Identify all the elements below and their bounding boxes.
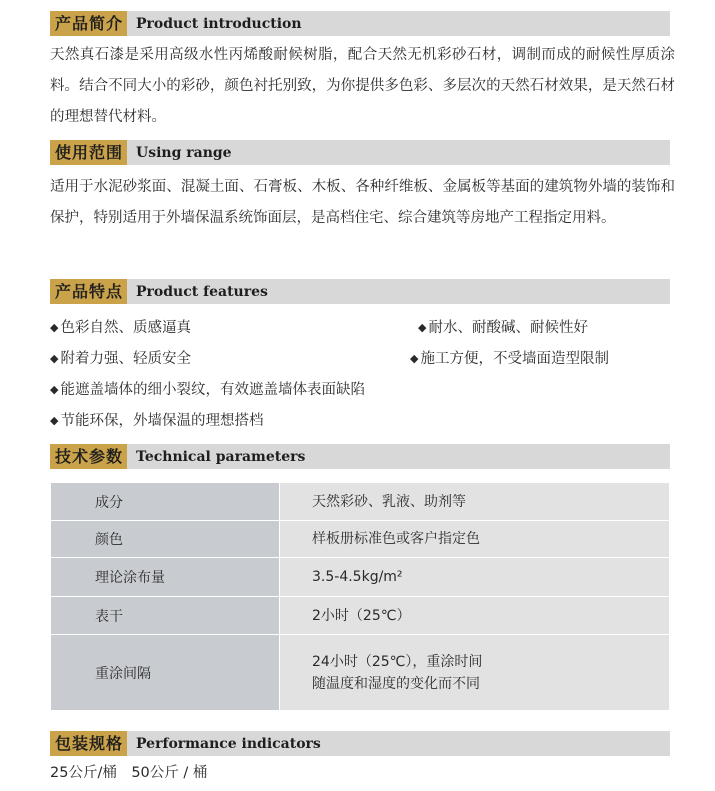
- range-paragraph: 适用于水泥砂浆面、混凝土面、石膏板、木板、各种纤维板、金属板等基面的建筑物外墙的装饰和保护，特别适用于外墙保温系统饰面层，是高档住宅、综合建筑等房地产工程指定用料。: [50, 179, 675, 226]
- param-value-line: 24小时（25℃），重涂时间: [312, 653, 483, 670]
- diamond-bullet-icon: ◆: [50, 414, 59, 427]
- intro-paragraph: 天然真石漆是采用高级水性丙烯酸耐候树脂，配合天然无机彩砂石材，调制而成的耐候性厚质涂料。结合不同大小的彩砂，颜色衬托别致，为你提供多色彩、多层次的天然石材效果，是天然石材的理想替代材料。: [50, 47, 675, 125]
- diamond-bullet-icon: ◆: [50, 352, 59, 365]
- param-label: 成分: [51, 483, 280, 521]
- feature-text: 节能环保，外墙保温的理想搭档: [60, 413, 264, 429]
- param-value: 3.5-4.5kg/m²: [280, 558, 670, 597]
- param-value-line: 随温度和湿度的变化而不同: [312, 675, 480, 692]
- table-row: [51, 483, 670, 521]
- feature-text: 能遮盖墙体的细小裂纹，有效遮盖墙体表面缺陷: [60, 382, 365, 398]
- param-label: 理论涂布量: [51, 558, 280, 597]
- feature-text: 附着力强、轻质安全: [60, 351, 191, 367]
- section-title-cn: 技术参数: [50, 444, 127, 469]
- feature-text: 施工方便，不受墙面造型限制: [420, 351, 609, 367]
- feature-text: 耐水、耐酸碱、耐候性好: [428, 320, 588, 336]
- section-title-en: Using range: [136, 144, 232, 161]
- table-row: [51, 597, 670, 635]
- section-title-en: Product features: [136, 283, 268, 300]
- technical-parameters-table: [50, 482, 670, 711]
- feature-item: [410, 343, 609, 375]
- diamond-bullet-icon: ◆: [50, 321, 59, 334]
- table-row: [51, 635, 670, 711]
- section-header-intro: [50, 11, 670, 36]
- param-label: 表干: [51, 597, 280, 635]
- section-header-packaging: [50, 731, 670, 756]
- section-title-en: Technical parameters: [136, 448, 306, 465]
- section-header-range: [50, 140, 670, 165]
- table-row: [51, 558, 670, 597]
- param-label: 重涂间隔: [51, 635, 280, 711]
- feature-item: [418, 312, 588, 344]
- param-value: [280, 635, 670, 711]
- param-label: 颜色: [51, 521, 280, 558]
- section-title-cn: 包装规格: [50, 731, 127, 756]
- diamond-bullet-icon: ◆: [50, 383, 59, 396]
- feature-item: [50, 312, 191, 344]
- feature-text: 色彩自然、质感逼真: [60, 320, 191, 336]
- section-title-en: Product introduction: [136, 15, 302, 32]
- section-title-en: Performance indicators: [136, 735, 321, 752]
- section-header-features: [50, 279, 670, 304]
- param-value: 样板册标准色或客户指定色: [280, 521, 670, 558]
- param-value: 2小时（25℃）: [280, 597, 670, 635]
- feature-item: [50, 343, 191, 375]
- diamond-bullet-icon: ◆: [410, 352, 419, 365]
- table-row: [51, 521, 670, 558]
- diamond-bullet-icon: ◆: [418, 321, 427, 334]
- section-header-technical: [50, 444, 670, 469]
- feature-item: [50, 374, 365, 406]
- feature-item: [50, 405, 263, 437]
- section-title-cn: 使用范围: [50, 140, 127, 165]
- packaging-spec: 25公斤/桶 50公斤 / 桶: [50, 765, 208, 781]
- param-value: 天然彩砂、乳液、助剂等: [280, 483, 670, 521]
- section-title-cn: 产品特点: [50, 279, 127, 304]
- section-title-cn: 产品简介: [50, 11, 127, 36]
